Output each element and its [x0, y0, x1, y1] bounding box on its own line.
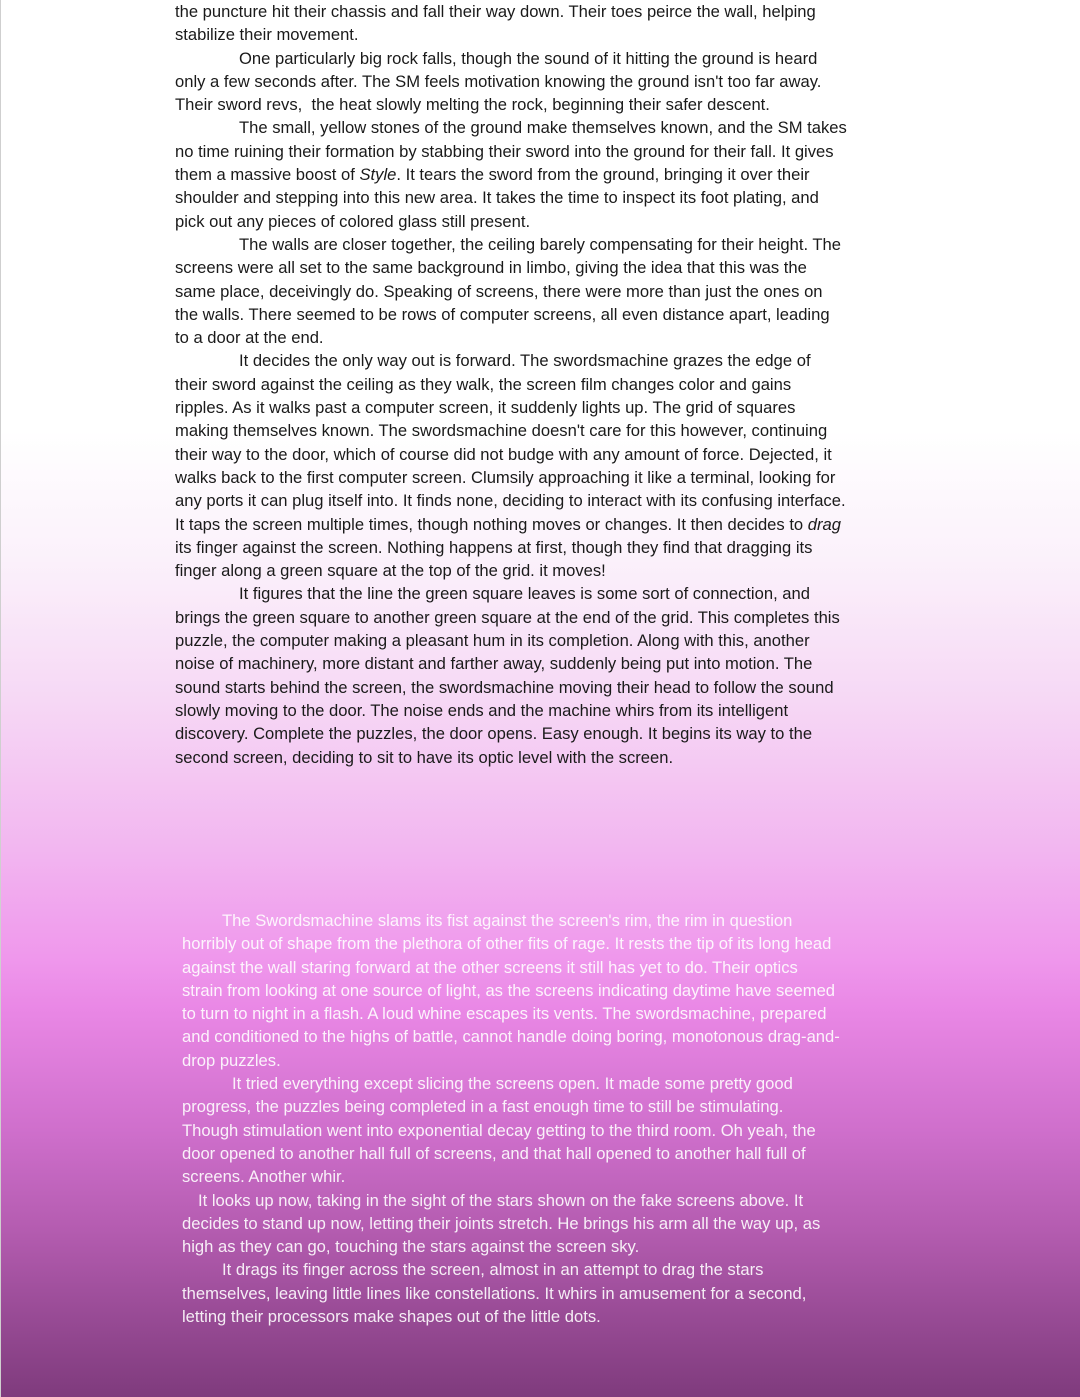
paragraph-4 [175, 349, 851, 582]
lower-paragraph-4: It drags its finger across the screen, almost in an attempt to drag the stars themselves, leaving little lines like constellations. It whirs in amusement for a second, letting their processors make shapes out of the little dots. [182, 1260, 812, 1327]
page-edge [0, 0, 1, 1397]
emphasis-drag: drag [807, 514, 841, 534]
story-text-lower [182, 909, 842, 1328]
paragraph-4-part-a: It decides the only way out is forward. The swordsmachine grazes the edge of their sword against the ceiling as they walk, the screen film changes color and gains ripples. As it walks past a computer screen, it suddenly lights up. The grid of squares making themselves known. The swordsmachine doesn't care for this however, continuing their way to the door, which of course did not budge with any amount of force. Dejected, it walks back to the first computer screen. Clumsily approaching it like a terminal, looking for any ports it can plug itself into. It finds none, deciding to interact with its confusing interface. It taps the screen multiple times, though nothing moves or changes. It then decides to [175, 351, 851, 534]
paragraph-2-part-a: The small, yellow stones of the ground make themselves known, and the SM takes no time ruining their formation by stabbing their sword into the ground for their fall. It gives them a massive boost of [175, 118, 852, 185]
paragraph-2-part-b: . It tears the sword from the ground, bringing it over their shoulder and stepping into this new area. It takes the time to inspect its foot plating, and pick out any pieces of colored glass still present. [175, 165, 824, 231]
paragraph-0: the puncture hit their chassis and fall their way down. Their toes peirce the wall, helping stabilize their movement. [175, 2, 821, 45]
story-text-upper [175, 0, 852, 769]
lower-paragraph-2: It tried everything except slicing the screens open. It made some pretty good progress, the puzzles being completed in a fast enough time to still be stimulating. Though stimulation went into exponential decay getting to the third room. Oh yeah, the door opened to another hall full of screens, and that hall opened to another hall full of screens. Another whir. [182, 1074, 821, 1187]
lower-paragraph-1: The Swordsmachine slams its fist against the screen's rim, the rim in question horribly out of shape from the plethora of other fits of rage. It rests the tip of its long head against the wall staring forward at the other screens it still has yet to do. Their optics strain from looking at one source of light, as the screens indicating daytime have seemed to turn to night in a flash. A loud whine escapes its vents. The swordsmachine, prepared and conditioned to the highs of battle, cannot handle doing boring, monotonous drag-and-drop puzzles. [182, 911, 840, 1070]
paragraph-4-part-b: its finger against the screen. Nothing happens at first, though they find that dragging its finger along a green square at the top of the grid. it moves! [175, 514, 846, 581]
lower-paragraph-3: It looks up now, taking in the sight of the stars shown on the fake screens above. It decides to stand up now, letting their joints stretch. He brings his arm all the way up, as high as they can go, touching the stars against the screen sky. [182, 1190, 825, 1257]
emphasis-style: Style [359, 165, 397, 185]
paragraph-5: It figures that the line the green square leaves is some sort of connection, and brings the green square to another green square at the end of the grid. This completes this puzzle, the computer making a pleasant hum in its completion. Along with this, another noise of machinery, more distant and farther away, suddenly being put into motion. The sound starts behind the screen, the swordsmachine moving their head to follow the sound slowly moving to the door. The noise ends and the machine whirs from its intelligent discovery. Complete the puzzles, the door opens. Easy enough. It begins its way to the second screen, deciding to sit to have its optic level with the screen. [175, 584, 845, 767]
paragraph-1: One particularly big rock falls, though the sound of it hitting the ground is heard only a few seconds after. The SM feels motivation knowing the ground isn't too far away. Their sword revs, the heat slowly melting the rock, beginning their safer descent. [175, 48, 826, 115]
paragraph-2 [175, 116, 852, 232]
paragraph-3: The walls are closer together, the ceiling barely compensating for their height. The screens were all set to the same background in limbo, giving the idea that this was the same place, deceivingly do. Speaking of screens, there were more than just the ones on the walls. There seemed to be rows of computer screens, all even distance apart, leading to a door at the end. [175, 234, 846, 348]
